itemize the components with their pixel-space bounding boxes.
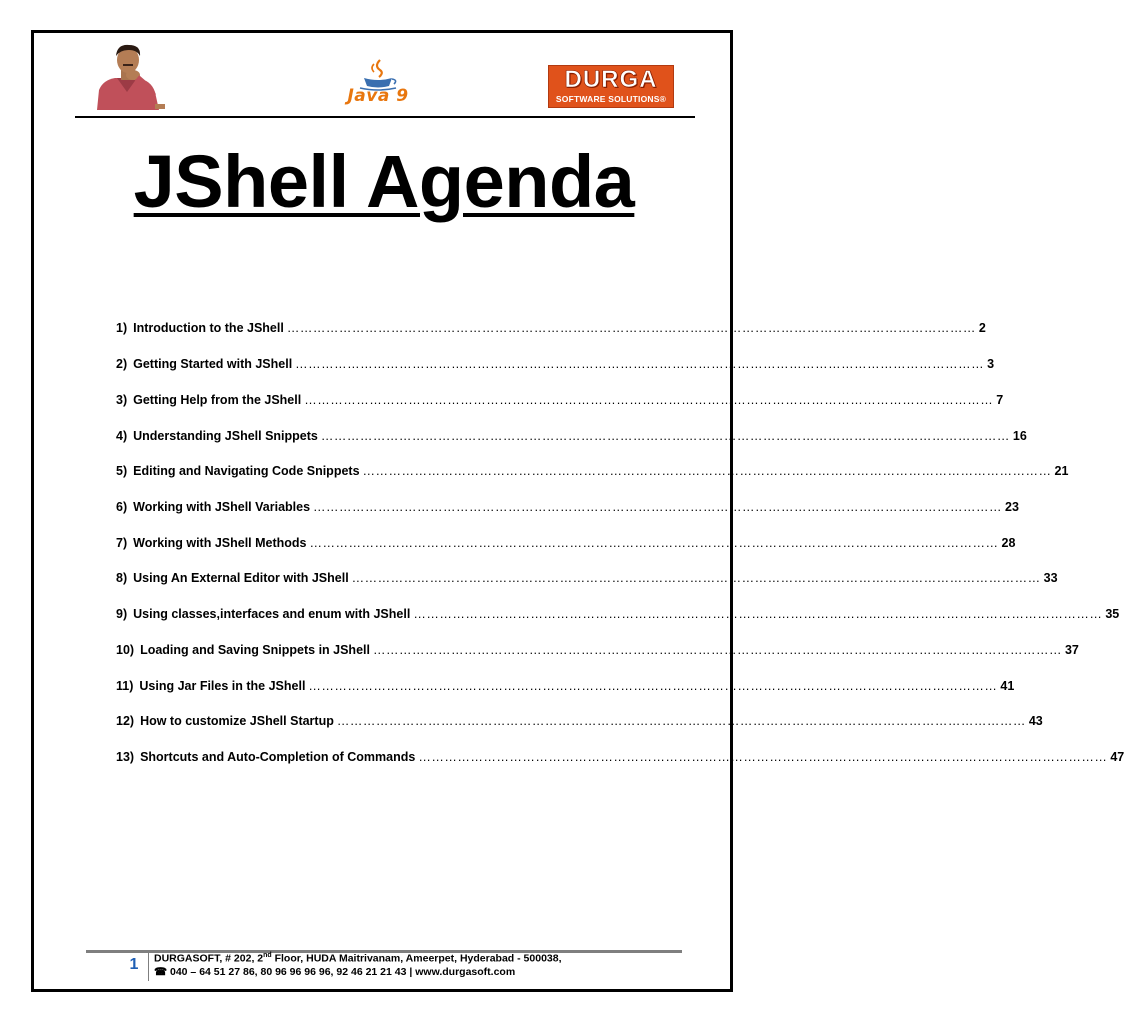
toc-entry	[116, 357, 995, 375]
toc-entry	[116, 714, 1043, 732]
toc-leader-dots: ……………………………………………………………………………………………………………………………………………	[413, 607, 1103, 621]
toc-entry-page: 16	[1012, 429, 1027, 443]
durga-logo	[548, 65, 674, 108]
toc-entry-page: 37	[1064, 643, 1079, 657]
toc-entry-title: Getting Started with JShell	[133, 357, 293, 371]
toc-entry-page: 43	[1028, 714, 1043, 728]
toc-leader-dots: ……………………………………………………………………………………………………………………………………………	[313, 500, 1003, 514]
toc-entry-number: 1)	[116, 321, 128, 335]
toc-entry	[116, 500, 1019, 518]
toc-entry-number: 2)	[116, 357, 128, 371]
toc-leader-dots: ……………………………………………………………………………………………………………………………………………	[320, 429, 1010, 443]
toc-entry	[116, 429, 1027, 447]
toc-entry-page: 47	[1110, 750, 1124, 764]
toc-entry	[116, 643, 1079, 661]
toc-leader-dots: ……………………………………………………………………………………………………………………………………………	[308, 679, 998, 693]
toc-entry-page: 3	[987, 357, 995, 371]
toc-entry-title: Working with JShell Variables	[133, 500, 311, 514]
footer-address-end: Floor, HUDA Maitrivanam, Ameerpet, Hyderabad - 500038,	[271, 952, 562, 965]
toc-entry-page: 23	[1005, 500, 1019, 514]
toc-entry-title: Using An External Editor with JShell	[133, 571, 349, 585]
toc-entry-title: Editing and Navigating Code Snippets	[133, 464, 360, 478]
toc-leader-dots: ……………………………………………………………………………………………………………………………………………	[351, 571, 1041, 585]
author-photo	[93, 42, 167, 110]
toc-entry-title: Working with JShell Methods	[133, 536, 307, 550]
toc-leader-dots: ……………………………………………………………………………………………………………………………………………	[309, 536, 999, 550]
java-logo-text: Java 9	[347, 86, 409, 106]
toc-entry	[116, 571, 1058, 589]
toc-leader-dots: ……………………………………………………………………………………………………………………………………………	[362, 464, 1052, 478]
java-logo	[328, 58, 428, 108]
durga-logo-name: DURGA	[564, 66, 658, 93]
toc-entry-page: 21	[1054, 464, 1069, 478]
footer-contact: ☎ 040 – 64 51 27 86, 80 96 96 96 96, 92 46 21 21 43 | www.durgasoft.com	[154, 966, 516, 978]
durga-logo-subtitle: SOFTWARE SOLUTIONS®	[555, 94, 667, 104]
toc-entry	[116, 679, 1015, 697]
toc-entry-number: 5)	[116, 464, 128, 478]
toc-entry-page: 35	[1105, 607, 1120, 621]
toc-entry-page: 2	[978, 321, 986, 335]
toc-entry-title: Using classes,interfaces and enum with JShell	[133, 607, 411, 621]
toc-entry-number: 9)	[116, 607, 128, 621]
toc-entry-title: How to customize JShell Startup	[140, 714, 334, 728]
toc-leader-dots: ……………………………………………………………………………………………………………………………………………	[295, 357, 985, 371]
toc-entry	[116, 321, 986, 339]
toc-entry-number: 4)	[116, 429, 128, 443]
header-divider	[75, 116, 695, 118]
toc-entry-number: 6)	[116, 500, 128, 514]
toc-entry-title: Introduction to the JShell	[133, 321, 284, 335]
toc-entry-title: Understanding JShell Snippets	[133, 429, 318, 443]
toc-entry-title: Using Jar Files in the JShell	[139, 679, 306, 693]
toc-leader-dots: ……………………………………………………………………………………………………………………………………………	[304, 393, 994, 407]
toc-entry	[116, 393, 1004, 411]
toc-entry-title: Loading and Saving Snippets in JShell	[140, 643, 370, 657]
page-title-text: JShell Agenda	[133, 140, 635, 223]
toc-entry-page: 41	[1000, 679, 1015, 693]
footer-address	[154, 952, 562, 965]
toc-leader-dots: ……………………………………………………………………………………………………………………………………………	[336, 714, 1026, 728]
toc-entry-page: 33	[1043, 571, 1058, 585]
toc-entry-number: 10)	[116, 643, 135, 657]
toc-entry-page: 28	[1001, 536, 1016, 550]
page-number: 1	[129, 956, 139, 973]
toc-entry-number: 13)	[116, 750, 135, 764]
toc-leader-dots: ……………………………………………………………………………………………………………………………………………	[418, 750, 1108, 764]
toc-leader-dots: ……………………………………………………………………………………………………………………………………………	[372, 643, 1062, 657]
page-title	[0, 138, 768, 226]
toc-entry	[116, 750, 1124, 768]
toc-entry	[116, 464, 1069, 482]
footer-vertical-divider	[148, 953, 149, 981]
toc-entry-number: 3)	[116, 393, 128, 407]
toc-entry-number: 8)	[116, 571, 128, 585]
toc-entry-number: 7)	[116, 536, 128, 550]
toc-leader-dots: ……………………………………………………………………………………………………………………………………………	[286, 321, 976, 335]
footer-address-start: DURGASOFT, # 202, 2	[154, 952, 264, 965]
footer-address-sup: nd	[263, 952, 272, 959]
toc-entry-title: Getting Help from the JShell	[133, 393, 302, 407]
toc-entry-number: 11)	[116, 679, 134, 693]
toc-entry-number: 12)	[116, 714, 135, 728]
toc-entry	[116, 536, 1016, 554]
toc-entry-page: 7	[996, 393, 1004, 407]
toc-entry-title: Shortcuts and Auto-Completion of Commands	[140, 750, 416, 764]
toc-entry	[116, 607, 1120, 625]
